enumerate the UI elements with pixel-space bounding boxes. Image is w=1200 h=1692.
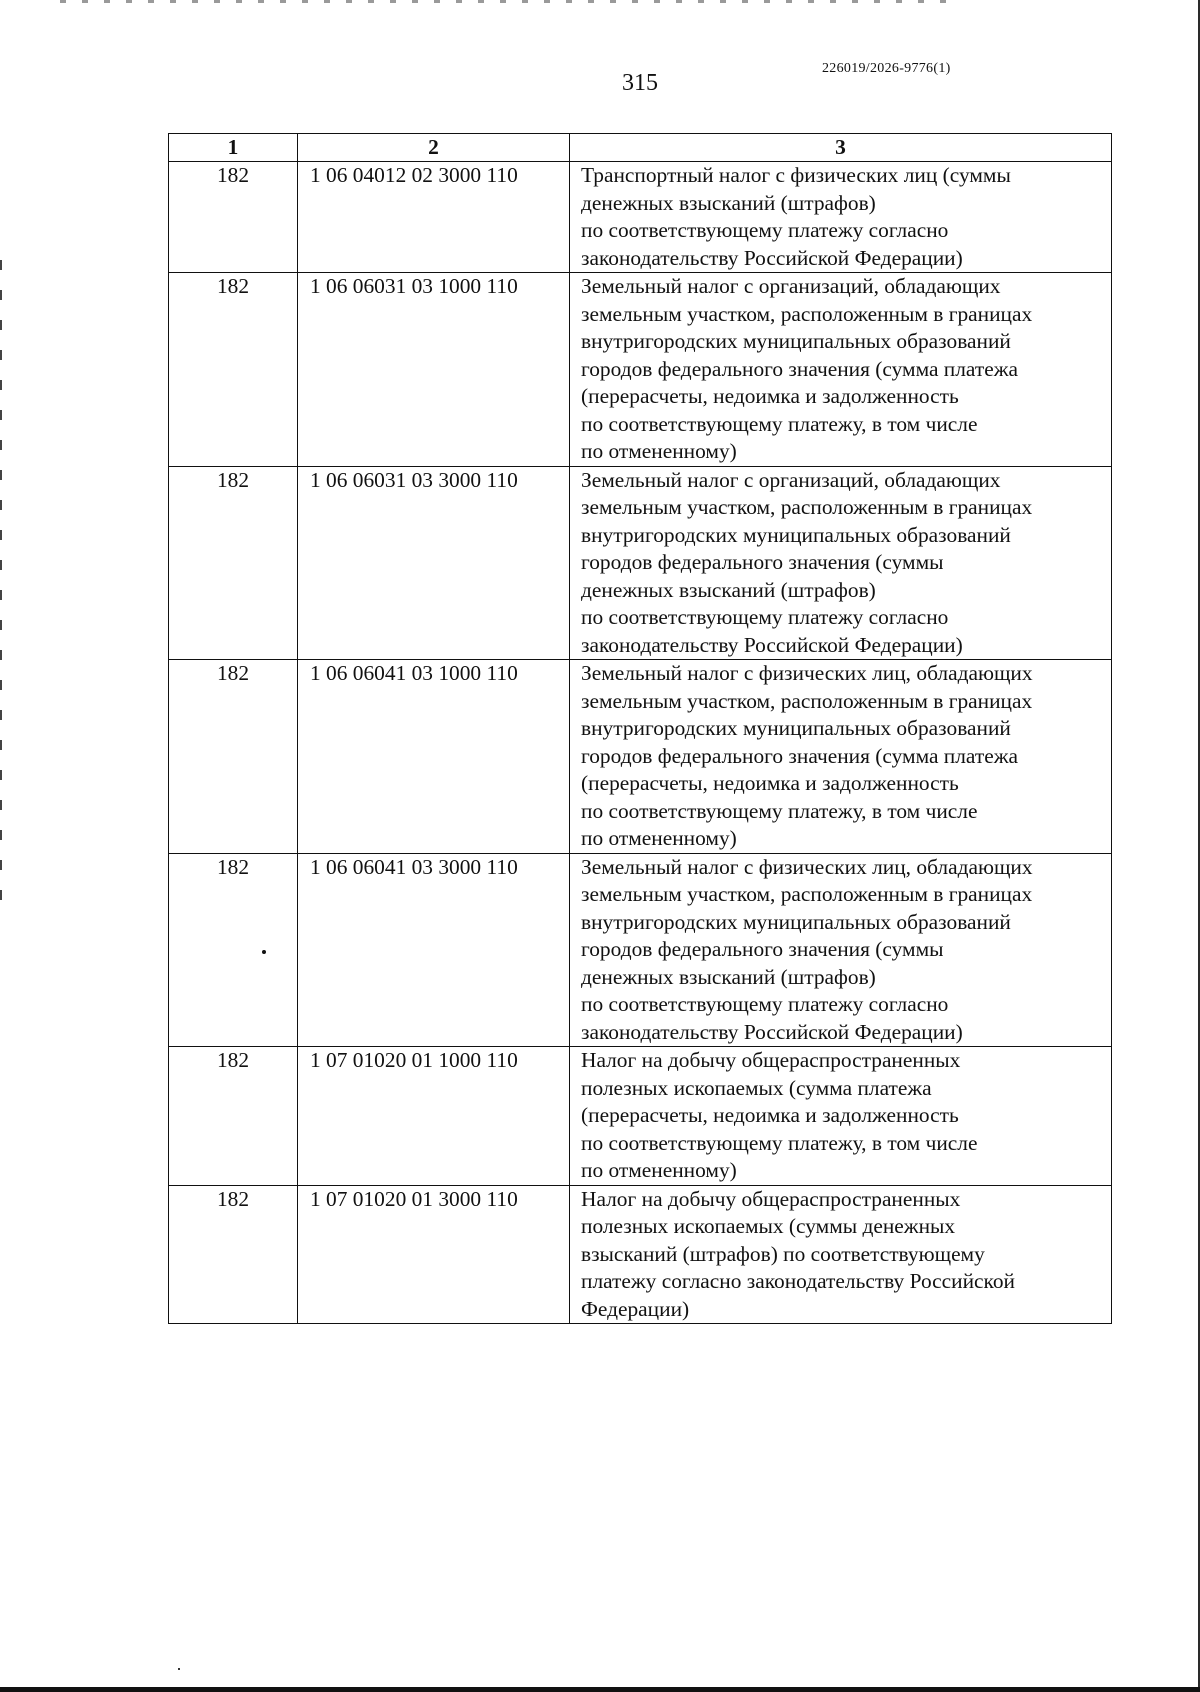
revenue-code: 1 06 06041 03 1000 110 xyxy=(298,660,570,854)
revenue-code: 1 07 01020 01 3000 110 xyxy=(298,1185,570,1324)
revenue-description: Земельный налог с физических лиц, обладающих земельным участком, расположенным в границах внутригородских муниципальных образований городов федерального значения (суммы денежных взысканий (штрафов) по соответствующему платежу согласно законодательству Российской Федерации) xyxy=(570,853,1112,1047)
revenue-description: Налог на добычу общераспространенных полезных ископаемых (суммы денежных взысканий (штрафов) по соответствующему платежу согласно законодательству Российской Федерации) xyxy=(570,1185,1112,1324)
table-row xyxy=(169,853,1112,1047)
revenue-code: 1 06 06031 03 1000 110 xyxy=(298,273,570,467)
administrator-code: 182 xyxy=(169,853,298,1047)
table-row xyxy=(169,466,1112,660)
revenue-code: 1 07 01020 01 1000 110 xyxy=(298,1047,570,1186)
scan-top-edge xyxy=(60,0,960,3)
table-row xyxy=(169,273,1112,467)
scan-left-edge xyxy=(0,260,2,920)
revenue-code: 1 06 06031 03 3000 110 xyxy=(298,466,570,660)
revenue-description: Земельный налог с организаций, обладающих земельным участком, расположенным в границах внутригородских муниципальных образований городов федерального значения (суммы денежных взысканий (штрафов) по соответствующему платежу согласно законодательству Российской Федерации) xyxy=(570,466,1112,660)
scan-speck xyxy=(178,1668,180,1670)
column-header-2: 2 xyxy=(298,134,570,162)
column-header-1: 1 xyxy=(169,134,298,162)
page-number: 315 xyxy=(622,70,658,96)
administrator-code: 182 xyxy=(169,1047,298,1186)
administrator-code: 182 xyxy=(169,273,298,467)
table-row xyxy=(169,1047,1112,1186)
table-row xyxy=(169,1185,1112,1324)
scan-bottom-edge xyxy=(0,1687,1200,1692)
revenue-description: Земельный налог с физических лиц, обладающих земельным участком, расположенным в границах внутригородских муниципальных образований городов федерального значения (сумма платежа (перерасчеты, недоимка и задолженность по соответствующему платежу, в том числе по отмененному) xyxy=(570,660,1112,854)
administrator-code: 182 xyxy=(169,1185,298,1324)
table-header-row xyxy=(169,134,1112,162)
scan-speck xyxy=(262,950,266,954)
column-header-3: 3 xyxy=(570,134,1112,162)
revenue-code: 1 06 04012 02 3000 110 xyxy=(298,162,570,273)
table-row xyxy=(169,162,1112,273)
revenue-description: Транспортный налог с физических лиц (суммы денежных взысканий (штрафов) по соответствующему платежу согласно законодательству Российской Федерации) xyxy=(570,162,1112,273)
revenue-code: 1 06 06041 03 3000 110 xyxy=(298,853,570,1047)
revenue-classification-table xyxy=(168,133,1112,1324)
revenue-description: Земельный налог с организаций, обладающих земельным участком, расположенным в границах внутригородских муниципальных образований городов федерального значения (сумма платежа (перерасчеты, недоимка и задолженность по соответствующему платежу, в том числе по отмененному) xyxy=(570,273,1112,467)
table-row xyxy=(169,660,1112,854)
document-code: 226019/2026-9776(1) xyxy=(822,61,951,76)
revenue-description: Налог на добычу общераспространенных полезных ископаемых (сумма платежа (перерасчеты, недоимка и задолженность по соответствующему платежу, в том числе по отмененному) xyxy=(570,1047,1112,1186)
administrator-code: 182 xyxy=(169,162,298,273)
administrator-code: 182 xyxy=(169,660,298,854)
administrator-code: 182 xyxy=(169,466,298,660)
